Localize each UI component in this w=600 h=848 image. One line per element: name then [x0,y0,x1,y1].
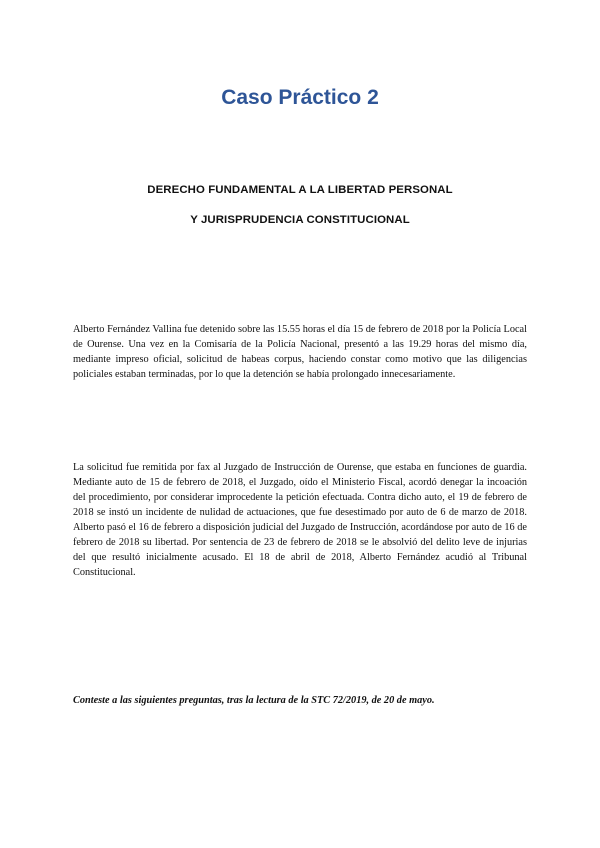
document-title: Caso Práctico 2 [221,86,379,109]
case-paragraph-1: Alberto Fernández Vallina fue detenido sobre las 15.55 horas el día 15 de febrero de 2018 por la Policía Local de Ourense. Una vez en la Comisaría de la Policía Nacional, presentó a las 19.29 horas del mismo día, mediante impreso oficial, solicitud de habeas corpus, haciendo constar como motivo que las diligencias policiales estaban terminadas, por lo que la detención se había prolongado innecesariamente. [73,324,527,380]
case-paragraph-2: La solicitud fue remitida por fax al Juzgado de Instrucción de Ourense, que estaba en funciones de guardia. Mediante auto de 15 de febrero de 2018, el Juzgado, oído el Ministerio Fiscal, acordó denegar la incoación del procedimiento, por considerar improcedente la petición efectuada. Contra dicho auto, el 19 de febrero de 2018 se instó un incidente de nulidad de actuaciones, que fue desestimado por auto de 6 de marzo de 2018. Alberto pasó el 16 de febrero a disposición judicial del Juzgado de Instrucción, acordándose por auto de 16 de febrero de 2018 su libertad. Por sentencia de 23 de febrero de 2018 se le absolvió del delito leve de injurias del que resultó inicialmente acusado. El 18 de abril de 2018, Alberto Fernández acudió al Tribunal Constitucional. [73,462,527,578]
section-heading-line-1: DERECHO FUNDAMENTAL A LA LIBERTAD PERSONAL [147,184,453,196]
instruction-text: Conteste a las siguientes preguntas, tras la lectura de la STC 72/2019, de 20 de mayo. [73,695,435,706]
section-heading-line-2: Y JURISPRUDENCIA CONSTITUCIONAL [190,214,410,226]
